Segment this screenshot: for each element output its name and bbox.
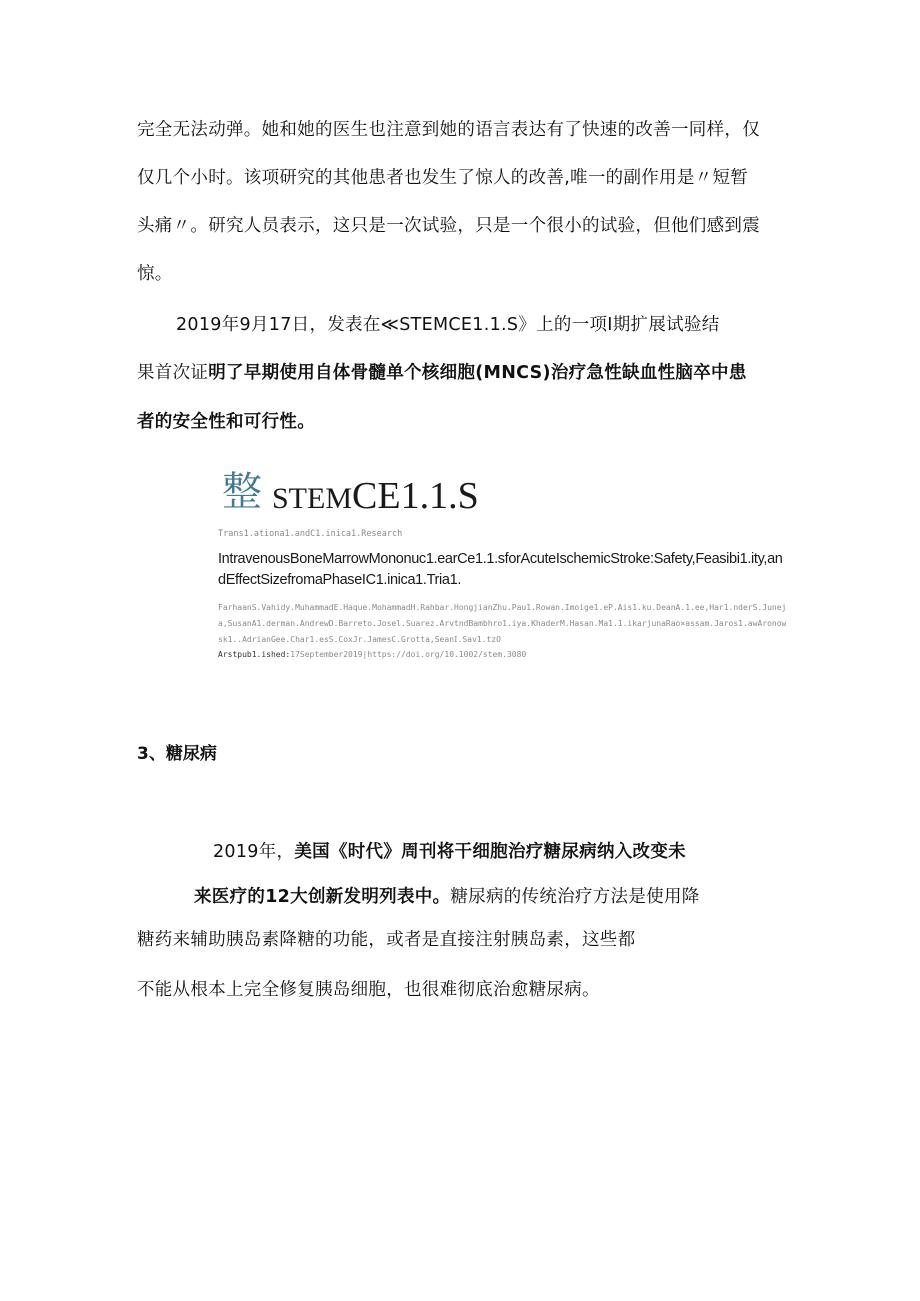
body-text-line — [137, 361, 747, 385]
paper-snippet — [218, 466, 790, 666]
publication-value: 17September2019|https://doi.org/10.1002/stem.3080 — [290, 650, 527, 659]
body-text-line — [213, 840, 686, 864]
section-heading: 3、糖尿病 — [137, 744, 217, 764]
body-text-line — [194, 885, 700, 909]
body-text-line: 惊。 — [137, 264, 173, 284]
body-text-line: 仅几个小时。该项研究的其他患者也发生了惊人的改善,唯一的副作用是〃短暂 — [137, 168, 749, 188]
body-text-bold: 美国《时代》周刊将干细胞治疗糖尿病纳入改变未 — [294, 842, 686, 862]
paper-authors: FarhaanS.Vahidy.MuhammadE.Haque.MohammadH.Rahbar.HongjianZhu.Pau1.Rowan.Imoige1.eP.Ais1.ku.DeanA.1.ee,Har1.nderS.Juneja,SusanA1.derman.AndrewD.Barreto.Josel.Suarez.ArvtndBambhro1.iya.KhaderM.Hasan.Ma1.1.ikarjunaRao×assam.Jaros1.awAronowsk1..AdrianGee.Char1.esS.CoxJr.JamesC.Grotta,Sean𝖨.Sav1.tzO — [218, 603, 787, 644]
body-text-line: 头痛〃。研究人员表示，这只是一次试验，只是一个很小的试验，但他们感到震 — [137, 216, 760, 236]
body-text-bold: 明了早期使用自体骨髓单个核细胞(MNCS)治疗急性缺血性脑卒中患 — [208, 363, 747, 383]
paper-publication-line — [218, 650, 526, 659]
body-text-normal: 2019年， — [213, 842, 295, 862]
body-text-normal: 果首次证 — [137, 363, 209, 383]
body-text-bold: 来医疗的12大创新发明列表中。 — [194, 887, 451, 907]
body-text-line: 糖药来辅助胰岛素降糖的功能，或者是直接注射胰岛素，这些都 — [137, 930, 636, 950]
publication-label: Arstpub1.ished: — [218, 650, 291, 659]
body-text-line: 完全无法动弹。她和她的医生也注意到她的语言表达有了快速的改善一同样，仅 — [137, 120, 760, 140]
journal-name: STEMCE1.1.S — [272, 475, 479, 517]
body-text-normal: 糖尿病的传统治疗方法是使用降 — [450, 887, 700, 907]
paper-title: IntravenousBoneMarrowMononuc1.earCe1.1.sforAcuteIschemicStroke:Safety,Feasibi1.ity,andEffectSizefromaPhaseIC1.inica1.Tria1. — [218, 551, 783, 588]
paper-section-label: Trans1.ationa1.andC1.inica1.Research — [218, 529, 403, 539]
body-text-line: 不能从根本上完全修复胰岛细胞，也很难彻底治愈糖尿病。 — [137, 980, 600, 1000]
body-text-bold-line: 者的安全性和可行性。 — [137, 412, 315, 432]
journal-logo-glyph: 整 — [222, 469, 262, 515]
body-text-line: 2019年9月17日，发表在≪STEMCE1.1.S》上的一项I期扩展试验结 — [176, 315, 720, 335]
